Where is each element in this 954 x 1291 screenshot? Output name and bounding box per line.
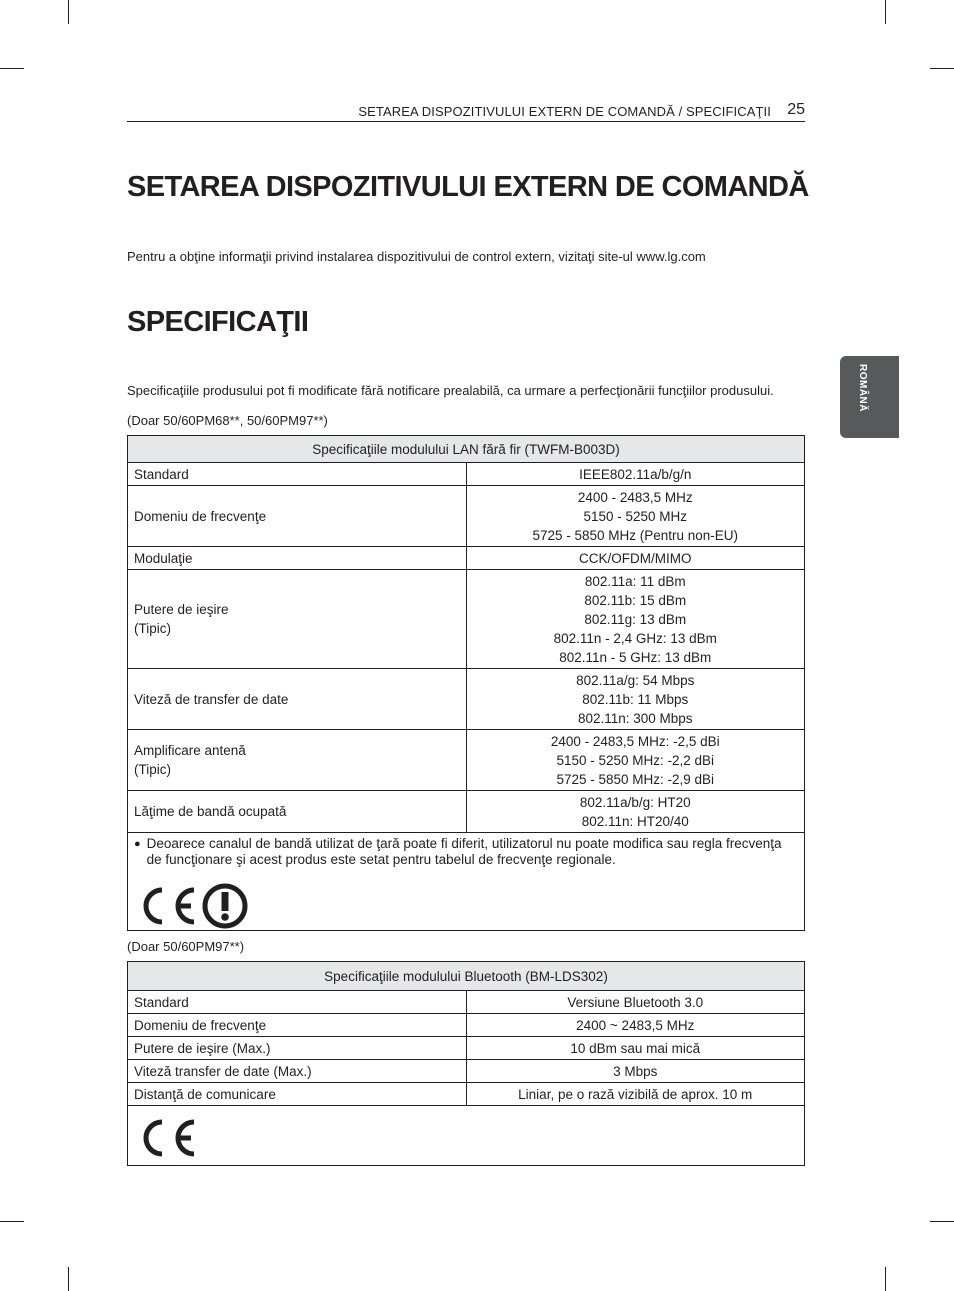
table-row bbox=[128, 547, 805, 570]
table-row bbox=[128, 730, 805, 791]
wifi-spec-table bbox=[127, 435, 805, 931]
crop-mark bbox=[930, 1221, 954, 1222]
table-row bbox=[128, 486, 805, 547]
spec-label-line: Standard bbox=[134, 466, 189, 482]
spec-value-line: Versiune Bluetooth 3.0 bbox=[567, 994, 704, 1010]
spec-value-line: 5150 - 5250 MHz bbox=[583, 508, 688, 524]
spec-value bbox=[466, 730, 805, 791]
spec-label bbox=[128, 1083, 467, 1106]
bluetooth-certification-marks bbox=[136, 1114, 798, 1162]
spec-value-line: 2400 ~ 2483,5 MHz bbox=[576, 1017, 695, 1033]
spec-value-line: 802.11n: 300 Mbps bbox=[577, 710, 693, 726]
crop-mark bbox=[0, 68, 24, 69]
spec-label-line: Modulaţie bbox=[134, 550, 193, 566]
crop-mark bbox=[0, 1221, 24, 1222]
language-tab bbox=[840, 356, 899, 438]
wifi-models-note: (Doar 50/60PM68**, 50/60PM97**) bbox=[127, 413, 328, 428]
spec-value-line: 5150 - 5250 MHz: -2,2 dBi bbox=[556, 752, 715, 768]
spec-label bbox=[128, 1060, 467, 1083]
external-control-text: Pentru a obţine informaţii privind instalarea dispozitivului de control extern, vizitaţi site-ul www.lg.com bbox=[127, 249, 706, 264]
wifi-certification-marks bbox=[136, 882, 798, 930]
spec-label-line: Putere de ieşire (Max.) bbox=[134, 1040, 271, 1056]
spec-label-line: Distanţă de comunicare bbox=[134, 1086, 276, 1102]
spec-value-line: CCK/OFDM/MIMO bbox=[579, 550, 692, 566]
table-row bbox=[128, 1014, 805, 1037]
wifi-table-body bbox=[128, 463, 805, 833]
bullet-icon: ● bbox=[134, 838, 141, 850]
spec-value-line: 10 dBm sau mai mică bbox=[570, 1040, 701, 1056]
spec-label-line: Viteză de transfer de date bbox=[134, 691, 289, 707]
spec-value bbox=[466, 991, 805, 1014]
spec-value-line: 802.11a: 11 dBm bbox=[584, 573, 686, 589]
spec-value-line: 5725 - 5850 MHz: -2,9 dBi bbox=[556, 771, 715, 787]
table-row bbox=[128, 669, 805, 730]
spec-value-line: 2400 - 2483,5 MHz: -2,5 dBi bbox=[550, 733, 720, 749]
spec-value-line: 802.11a/b/g: HT20 bbox=[579, 794, 691, 810]
bluetooth-table-title: Specificaţiile modulului Bluetooth (BM-LDS302) bbox=[128, 962, 805, 991]
ce-mark-icon bbox=[136, 882, 198, 930]
bluetooth-table-body bbox=[128, 991, 805, 1106]
spec-label bbox=[128, 1037, 467, 1060]
bluetooth-spec-table bbox=[127, 961, 805, 1166]
spec-label bbox=[128, 547, 467, 570]
spec-value bbox=[466, 1037, 805, 1060]
table-row bbox=[128, 991, 805, 1014]
spec-value-line: IEEE802.11a/b/g/n bbox=[579, 466, 692, 482]
ce-mark-icon bbox=[136, 1114, 198, 1162]
wifi-note bbox=[134, 836, 798, 868]
spec-value bbox=[466, 669, 805, 730]
spec-label-line: Domeniu de frecvenţe bbox=[134, 1017, 267, 1033]
spec-label bbox=[128, 463, 467, 486]
table-row bbox=[128, 1083, 805, 1106]
spec-label-line: (Tipic) bbox=[134, 621, 171, 636]
spec-label-line: Lăţime de bandă ocupată bbox=[134, 804, 287, 819]
spec-value-line: 802.11g: 13 dBm bbox=[584, 611, 687, 627]
spec-label-line: Amplificare antenă bbox=[134, 743, 246, 758]
spec-label-line: Putere de ieşire bbox=[134, 602, 229, 617]
spec-value bbox=[466, 1060, 805, 1083]
crop-mark bbox=[885, 1267, 886, 1291]
spec-label bbox=[128, 669, 467, 730]
crop-mark bbox=[885, 0, 886, 24]
wifi-note-text: Deoarece canalul de bandă utilizat de ţară poate fi diferit, utilizatorul nu poate modifica sau regla frecvenţa de funcţionare şi acest produs este setat pentru tabelul de frecvenţe regionale. bbox=[146, 836, 782, 867]
spec-value-line: 802.11n - 2,4 GHz: 13 dBm bbox=[553, 630, 717, 646]
spec-value-line: 3 Mbps bbox=[613, 1063, 658, 1079]
spec-value-line: 802.11b: 15 dBm bbox=[584, 592, 687, 608]
spec-value bbox=[466, 463, 805, 486]
spec-value bbox=[466, 1083, 805, 1106]
spec-value-line: 802.11a/g: 54 Mbps bbox=[576, 672, 695, 688]
spec-label bbox=[128, 1014, 467, 1037]
spec-label bbox=[128, 791, 467, 833]
running-header bbox=[127, 101, 805, 122]
spec-label-line: Standard bbox=[134, 994, 189, 1010]
bluetooth-models-note: (Doar 50/60PM97**) bbox=[127, 939, 245, 954]
spec-value bbox=[466, 547, 805, 570]
spec-value bbox=[466, 1014, 805, 1037]
spec-value-line: 802.11n: HT20/40 bbox=[581, 813, 689, 829]
running-title: SETAREA DISPOZITIVULUI EXTERN DE COMANDĂ / SPECIFICAŢII bbox=[358, 104, 771, 119]
spec-label-line: Viteză transfer de date (Max.) bbox=[134, 1063, 312, 1079]
language-tab-label: ROMÂNĂ bbox=[857, 364, 868, 412]
crop-mark bbox=[68, 1267, 69, 1291]
spec-label bbox=[128, 730, 467, 791]
spec-value-line: 5725 - 5850 MHz (Pentru non-EU) bbox=[532, 527, 739, 543]
spec-value-line: 2400 - 2483,5 MHz bbox=[577, 489, 693, 505]
spec-label-line: (Tipic) bbox=[134, 762, 171, 777]
spec-label bbox=[128, 991, 467, 1014]
table-row bbox=[128, 570, 805, 669]
spec-value-line: 802.11b: 11 Mbps bbox=[582, 691, 689, 707]
bluetooth-marks-cell bbox=[128, 1106, 805, 1166]
alert-mark-icon bbox=[202, 883, 248, 929]
crop-mark bbox=[930, 68, 954, 69]
table-row bbox=[128, 463, 805, 486]
crop-mark bbox=[68, 0, 69, 24]
spec-label-line: Domeniu de frecvenţe bbox=[134, 508, 267, 524]
section-title-external-control: SETAREA DISPOZITIVULUI EXTERN DE COMANDĂ bbox=[127, 171, 809, 203]
spec-label bbox=[128, 570, 467, 669]
spec-value bbox=[466, 486, 805, 547]
spec-value bbox=[466, 570, 805, 669]
spec-label bbox=[128, 486, 467, 547]
spec-value-line: 802.11n - 5 GHz: 13 dBm bbox=[559, 649, 712, 665]
table-row bbox=[128, 791, 805, 833]
spec-value-line: Liniar, pe o rază vizibilă de aprox. 10 m bbox=[518, 1086, 753, 1102]
page-number: 25 bbox=[787, 101, 805, 118]
spec-value bbox=[466, 791, 805, 833]
wifi-note-cell bbox=[128, 833, 805, 931]
specifications-intro: Specificaţiile produsului pot fi modificate fără notificare prealabilă, ca urmare a perfecţionării funcţiilor produsului. bbox=[127, 383, 774, 398]
wifi-table-title: Specificaţiile modulului LAN fără fir (TWFM-B003D) bbox=[128, 436, 805, 463]
table-row bbox=[128, 1060, 805, 1083]
table-row bbox=[128, 1037, 805, 1060]
section-title-specifications: SPECIFICAŢII bbox=[127, 306, 309, 338]
